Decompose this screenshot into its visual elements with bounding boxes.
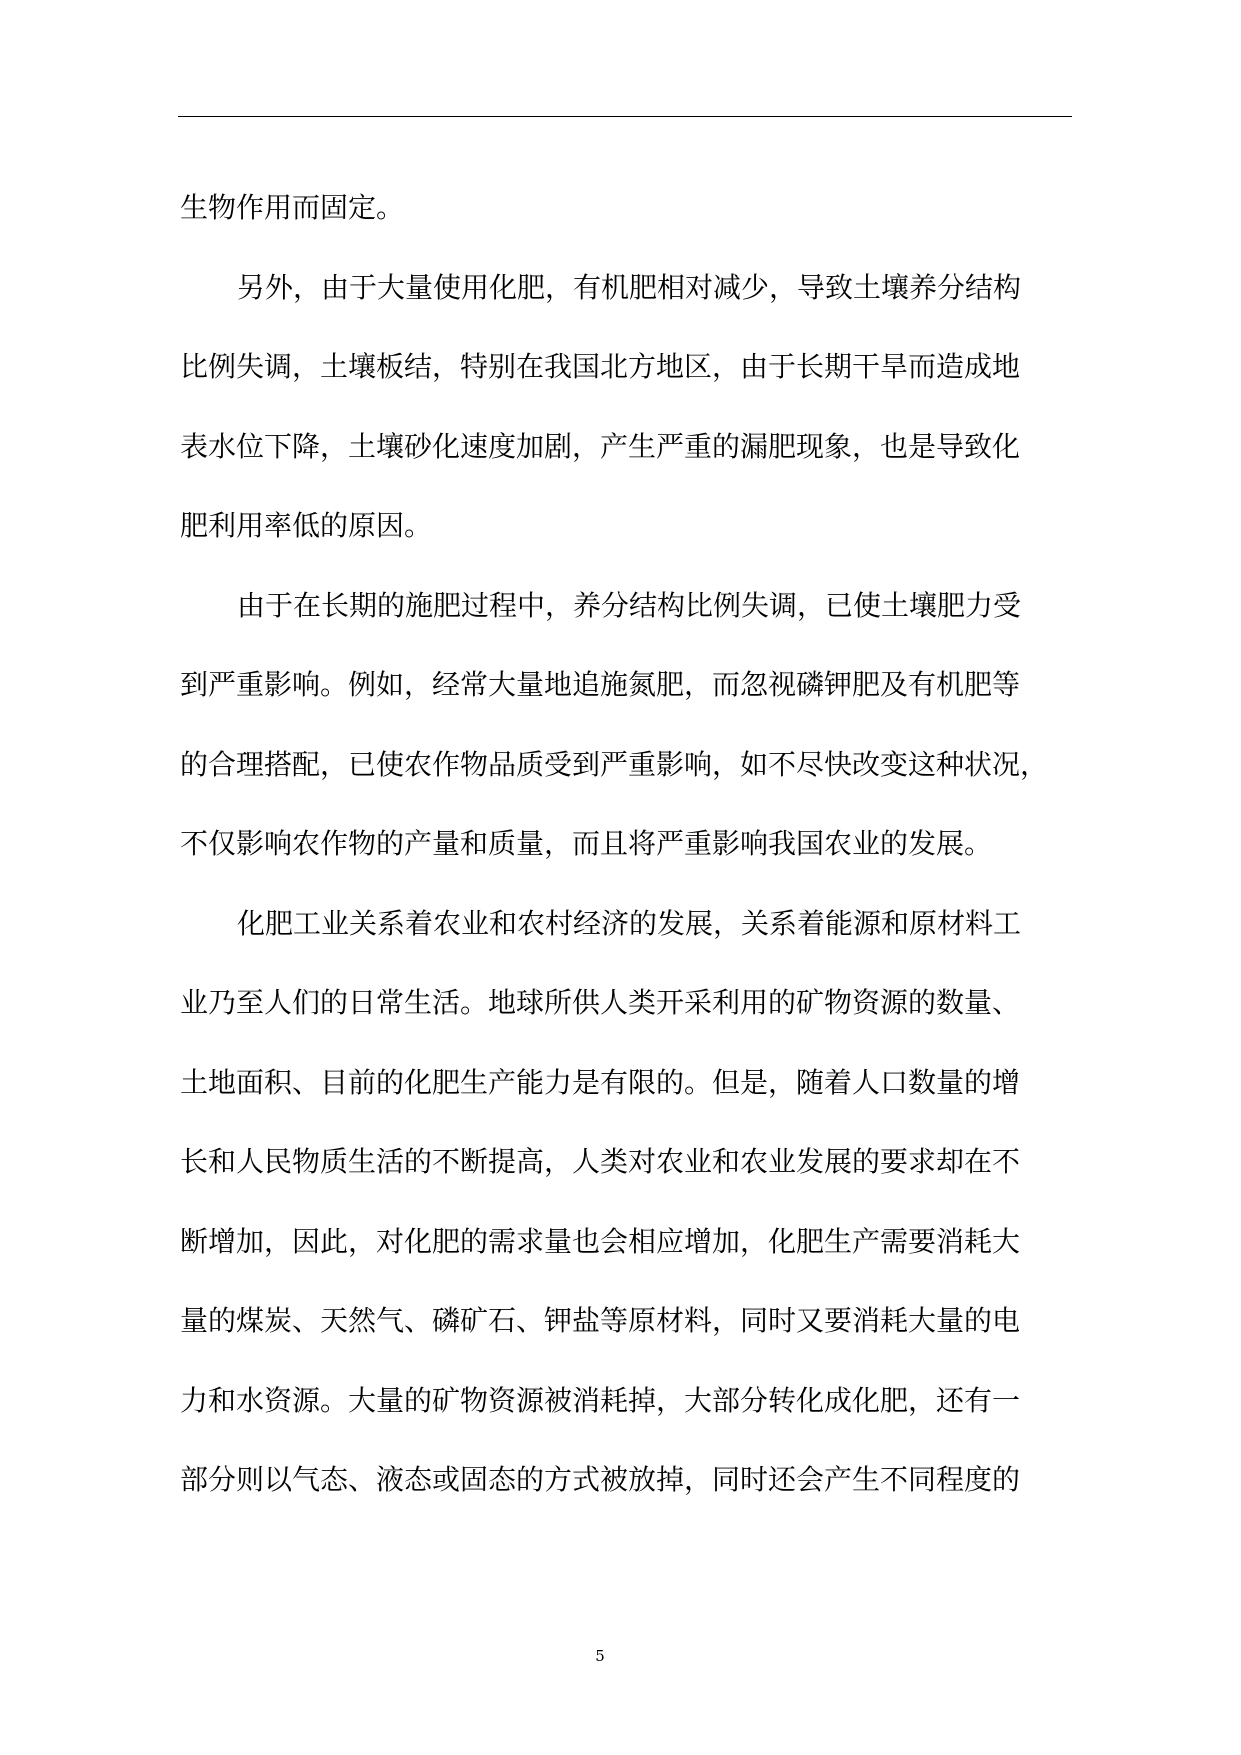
text-line: 业乃至人们的日常生活。地球所供人类开采利用的矿物资源的数量、 <box>180 986 1021 1019</box>
text-line: 比例失调，土壤板结，特别在我国北方地区，由于长期干旱而造成地 <box>180 350 1021 383</box>
text-line: 不仅影响农作物的产量和质量，而且将严重影响我国农业的发展。 <box>180 827 993 860</box>
text-line: 到严重影响。例如，经常大量地追施氮肥，而忽视磷钾肥及有机肥等 <box>180 668 1021 701</box>
text-line: 土地面积、目前的化肥生产能力是有限的。但是，随着人口数量的增 <box>180 1065 1021 1099</box>
text-line: 长和人民物质生活的不断提高，人类对农业和农业发展的要求却在不 <box>180 1145 1021 1178</box>
text-line: 生物作用而固定。 <box>180 191 405 224</box>
text-line: 的合理搭配，已使农作物品质受到严重影响，如不尽快改变这种状况， <box>180 747 1049 781</box>
text-line: 量的煤炭、天然气、磷矿石、钾盐等原材料，同时又要消耗大量的电 <box>180 1304 1021 1337</box>
text-line: 部分则以气态、液态或固态的方式被放掉，同时还会产生不同程度的 <box>180 1463 1021 1496</box>
text-line: 肥利用率低的原因。 <box>180 509 433 542</box>
text-line: 表水位下降，土壤砂化速度加剧，产生严重的漏肥现象，也是导致化 <box>180 429 1021 463</box>
header-rule <box>178 116 1072 117</box>
paragraph-first-line: 另外，由于大量使用化肥，有机肥相对减少，导致土壤养分结构 <box>237 270 1022 304</box>
page-number: 5 <box>595 1647 605 1665</box>
text-line: 断增加，因此，对化肥的需求量也会相应增加，化肥生产需要消耗大 <box>180 1224 1021 1258</box>
paragraph-first-line: 由于在长期的施肥过程中，养分结构比例失调，已使土壤肥力受 <box>237 588 1022 622</box>
text-line: 力和水资源。大量的矿物资源被消耗掉，大部分转化成化肥，还有一 <box>180 1383 1021 1417</box>
document-body <box>180 188 1075 1540</box>
paragraph-first-line: 化肥工业关系着农业和农村经济的发展，关系着能源和原材料工 <box>237 906 1022 940</box>
